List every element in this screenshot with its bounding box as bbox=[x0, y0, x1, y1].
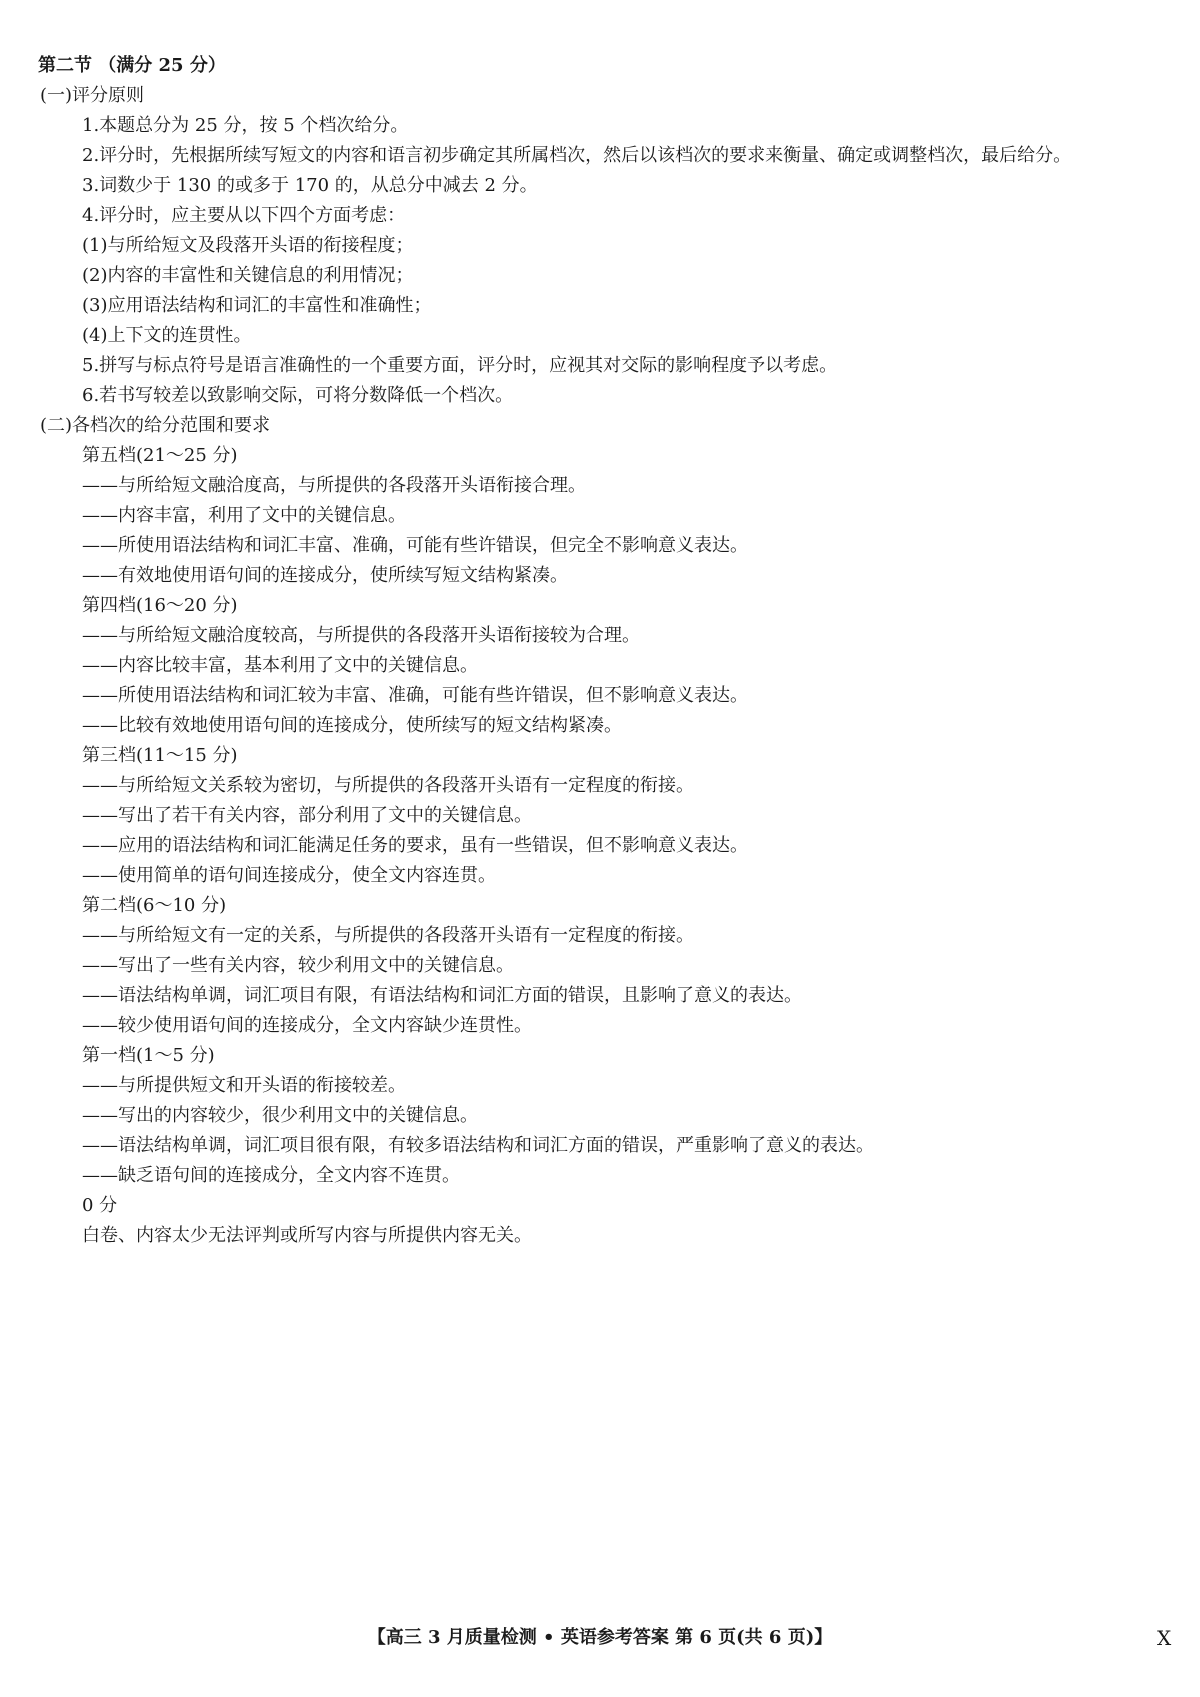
principle-subitem-2: (2)内容的丰富性和关键信息的利用情况； bbox=[82, 265, 414, 286]
grade-2-criterion: ——写出了一些有关内容，较少利用文中的关键信息。 bbox=[82, 955, 514, 976]
grade-5-criterion: ——与所给短文融洽度高，与所提供的各段落开头语衔接合理。 bbox=[82, 475, 586, 496]
section-title: 第二节 （满分 25 分） bbox=[38, 55, 226, 76]
principle-subitem-3: (3)应用语法结构和词汇的丰富性和准确性； bbox=[82, 295, 432, 316]
principles-heading: (一)评分原则 bbox=[40, 85, 145, 106]
principle-item-3: 3.词数少于 130 的或多于 170 的，从总分中减去 2 分。 bbox=[82, 175, 538, 196]
principle-item-1: 1.本题总分为 25 分，按 5 个档次给分。 bbox=[82, 115, 409, 136]
grade-3-criterion: ——写出了若干有关内容，部分利用了文中的关键信息。 bbox=[82, 805, 532, 826]
principle-item-6: 6.若书写较差以致影响交际，可将分数降低一个档次。 bbox=[82, 385, 514, 406]
grade-4-criterion: ——内容比较丰富，基本利用了文中的关键信息。 bbox=[82, 655, 478, 676]
principle-item-5: 5.拼写与标点符号是语言准确性的一个重要方面，评分时，应视其对交际的影响程度予以考虑。 bbox=[82, 355, 838, 376]
grade-2-criterion: ——与所给短文有一定的关系，与所提供的各段落开头语有一定程度的衔接。 bbox=[82, 925, 694, 946]
grade-3-title: 第三档(11～15 分) bbox=[82, 745, 238, 766]
principle-subitem-1: (1)与所给短文及段落开头语的衔接程度； bbox=[82, 235, 414, 256]
grade-4-criterion: ——比较有效地使用语句间的连接成分，使所续写的短文结构紧凑。 bbox=[82, 715, 622, 736]
grade-3-criterion: ——应用的语法结构和词汇能满足任务的要求，虽有一些错误，但不影响意义表达。 bbox=[82, 835, 748, 856]
grade-1-criterion: ——语法结构单调，词汇项目很有限，有较多语法结构和词汇方面的错误，严重影响了意义的表达。 bbox=[82, 1135, 874, 1156]
grade-2-criterion: ——语法结构单调，词汇项目有限，有语法结构和词汇方面的错误，且影响了意义的表达。 bbox=[82, 985, 802, 1006]
grade-5-criterion: ——内容丰富，利用了文中的关键信息。 bbox=[82, 505, 406, 526]
grade-2-criterion: ——较少使用语句间的连接成分，全文内容缺少连贯性。 bbox=[82, 1015, 532, 1036]
grade-1-criterion: ——写出的内容较少，很少利用文中的关键信息。 bbox=[82, 1105, 478, 1126]
grade-5-criterion: ——所使用语法结构和词汇丰富、准确，可能有些许错误，但完全不影响意义表达。 bbox=[82, 535, 748, 556]
grade-0-criterion: 白卷、内容太少无法评判或所写内容与所提供内容无关。 bbox=[82, 1225, 532, 1246]
principle-subitem-4: (4)上下文的连贯性。 bbox=[82, 325, 252, 346]
page-footer: 【高三 3 月质量检测 • 英语参考答案 第 6 页(共 6 页)】 bbox=[367, 1627, 833, 1648]
grade-0-title: 0 分 bbox=[82, 1195, 118, 1216]
grade-2-title: 第二档(6～10 分) bbox=[82, 895, 227, 916]
grade-5-title: 第五档(21～25 分) bbox=[82, 445, 238, 466]
principle-item-2: 2.评分时，先根据所续写短文的内容和语言初步确定其所属档次，然后以该档次的要求来衡量、确定或调整档次，最后给分。 bbox=[82, 145, 1072, 166]
grade-4-criterion: ——与所给短文融洽度较高，与所提供的各段落开头语衔接较为合理。 bbox=[82, 625, 640, 646]
grade-1-criterion: ——缺乏语句间的连接成分，全文内容不连贯。 bbox=[82, 1165, 460, 1186]
grade-3-criterion: ——使用简单的语句间连接成分，使全文内容连贯。 bbox=[82, 865, 496, 886]
grade-1-title: 第一档(1～5 分) bbox=[82, 1045, 215, 1066]
grade-1-criterion: ——与所提供短文和开头语的衔接较差。 bbox=[82, 1075, 406, 1096]
footer-mark: X bbox=[1157, 1626, 1172, 1650]
levels-heading: (二)各档次的给分范围和要求 bbox=[40, 415, 271, 436]
grade-5-criterion: ——有效地使用语句间的连接成分，使所续写短文结构紧凑。 bbox=[82, 565, 568, 586]
grade-3-criterion: ——与所给短文关系较为密切，与所提供的各段落开头语有一定程度的衔接。 bbox=[82, 775, 694, 796]
principle-item-4: 4.评分时，应主要从以下四个方面考虑： bbox=[82, 205, 406, 226]
grade-4-criterion: ——所使用语法结构和词汇较为丰富、准确，可能有些许错误，但不影响意义表达。 bbox=[82, 685, 748, 706]
grade-4-title: 第四档(16～20 分) bbox=[82, 595, 238, 616]
